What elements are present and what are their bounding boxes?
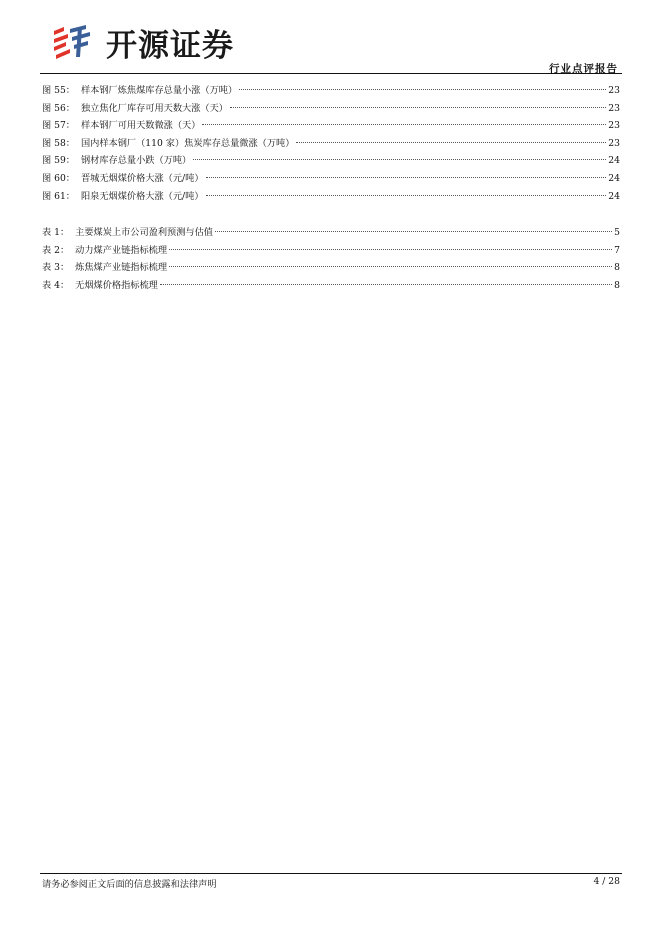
toc-dot-leader [169,249,612,250]
kaiyuan-logo-icon [52,23,100,59]
toc-page-number: 7 [614,244,620,256]
toc-figure-title: 阳泉无烟煤价格大涨（元/吨） [81,190,204,202]
report-type-label: 行业点评报告 [549,63,618,75]
toc-figure-label: 图 56： [42,102,75,114]
toc-dot-leader [169,266,612,267]
toc-row-figure[interactable] [42,152,620,170]
toc-figure-title: 样本钢厂炼焦煤库存总量小涨（万吨） [81,85,238,96]
toc-figure-title: 独立焦化厂库存可用天数大涨（天） [81,102,228,114]
toc-dot-leader [215,231,612,232]
toc-row-table[interactable] [42,224,620,242]
toc-dot-leader [206,195,607,196]
toc-page-number: 24 [608,172,620,184]
toc-row-table[interactable] [42,259,620,277]
toc-page-number: 23 [608,102,620,114]
toc-page-number: 5 [614,227,620,238]
toc-row-figure[interactable] [42,100,620,118]
toc-figure-label: 图 55： [42,85,75,96]
toc-table-title: 动力煤产业链指标梳理 [75,244,168,256]
toc-dot-leader [230,107,606,108]
figure-index [42,82,620,205]
toc-figure-title: 样本钢厂可用天数微涨（天） [81,120,201,132]
toc-page-number: 8 [614,262,620,274]
toc-table-label: 表 1： [42,227,70,238]
toc-row-figure[interactable] [42,82,620,100]
toc-table-label: 表 4： [42,279,70,291]
toc-table-title: 无烟煤价格指标梳理 [75,279,158,291]
brand-name: 开源证券 [106,28,234,64]
toc-page-number: 23 [608,85,620,96]
toc-table-title: 炼焦煤产业链指标梳理 [75,262,168,274]
toc-page-number: 24 [608,155,620,167]
toc-dot-leader [296,142,606,143]
toc-dot-leader [239,89,606,90]
toc-figure-title: 国内样本钢厂（110 家）焦炭库存总量微涨（万吨） [81,137,295,149]
header-divider [40,73,622,74]
toc-page-number: 23 [608,120,620,132]
toc-figure-label: 图 60： [42,172,75,184]
toc-figure-title: 晋城无烟煤价格大涨（元/吨） [81,172,204,184]
toc-dot-leader [206,177,607,178]
toc-dot-leader [160,284,612,285]
toc-row-figure[interactable] [42,135,620,153]
toc-row-figure[interactable] [42,170,620,188]
page-header [0,0,662,80]
page-number: 4 / 28 [593,876,620,887]
toc-page-number: 24 [608,190,620,202]
toc-table-label: 表 3： [42,262,70,274]
toc-table-title: 主要煤炭上市公司盈利预测与估值 [75,227,213,238]
toc-figure-title: 钢材库存总量小跌（万吨） [81,155,192,167]
legal-disclaimer: 请务必参阅正文后面的信息披露和法律声明 [42,879,217,890]
toc-row-figure[interactable] [42,117,620,135]
toc-table-label: 表 2： [42,244,70,256]
toc-dot-leader [202,124,606,125]
toc-row-figure[interactable] [42,188,620,206]
table-index [42,224,620,294]
toc-figure-label: 图 61： [42,190,75,202]
toc-page-number: 8 [614,279,620,291]
footer-divider [40,873,622,874]
toc-dot-leader [193,159,606,160]
toc-figure-label: 图 59： [42,155,75,167]
toc-page-number: 23 [608,137,620,149]
toc-figure-label: 图 57： [42,120,75,132]
toc-figure-label: 图 58： [42,137,75,149]
toc-row-table[interactable] [42,242,620,260]
toc-row-table[interactable] [42,277,620,295]
